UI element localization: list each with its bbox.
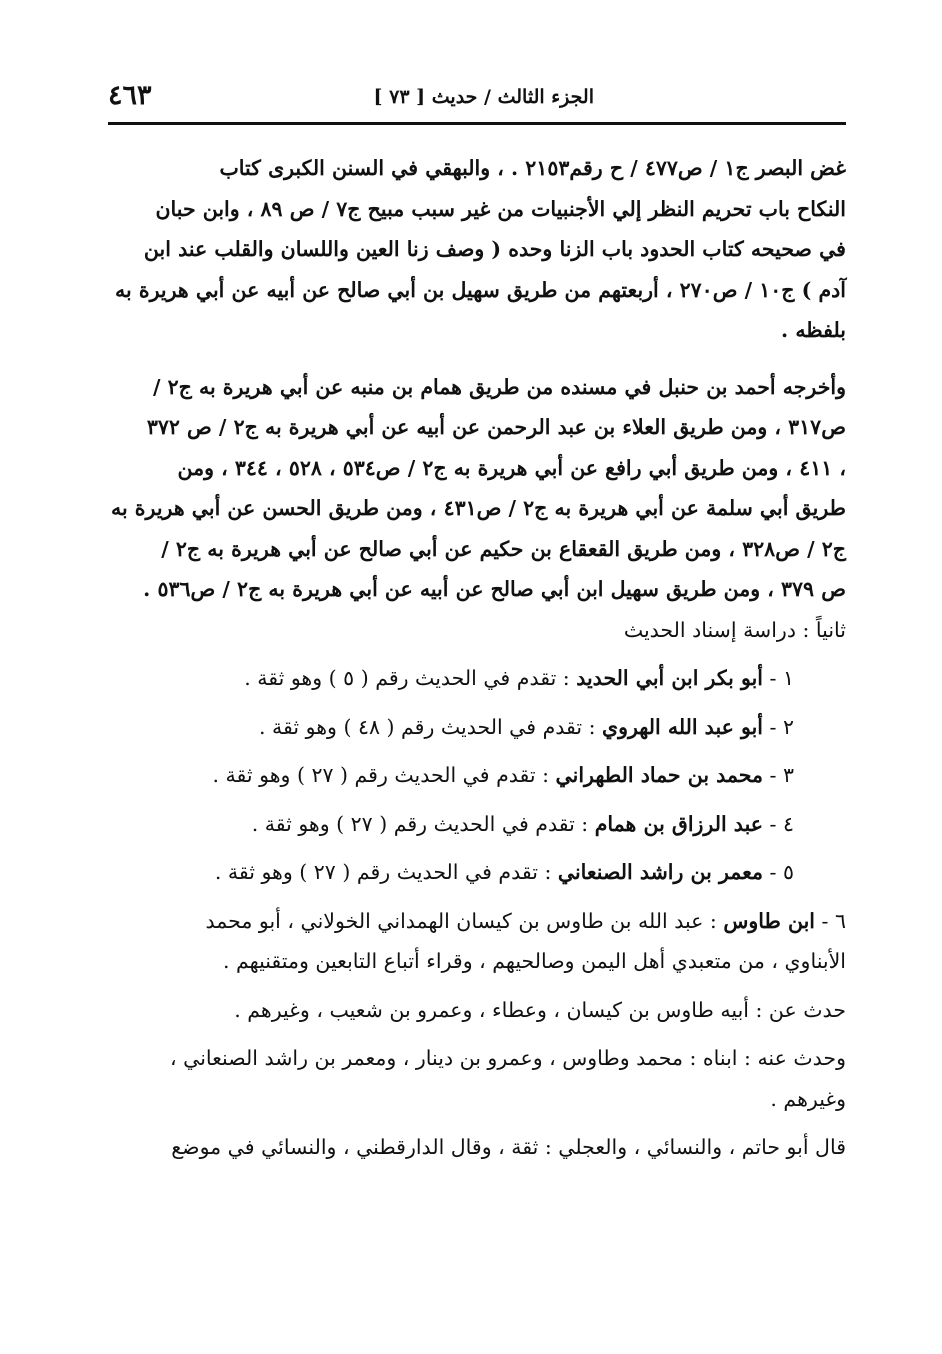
- narrator-biography: [108, 901, 846, 982]
- text-line: بلفظه .: [781, 318, 846, 342]
- item-number: ١ -: [769, 666, 794, 690]
- narrator-name: معمر بن راشد الصنعاني: [557, 860, 763, 884]
- narrator-item: [108, 658, 846, 699]
- text-line: وغيرهم .: [770, 1086, 846, 1111]
- text-line: ص ٣٧٩ ، ومن طريق سهيل ابن أبي صالح عن أبيه عن أبي هريرة به ج٢ / ص٥٣٦ .: [143, 577, 846, 601]
- text-line: الأبناوي ، من متعبدي أهل اليمن وصالحيهم ، وقراء أتباع التابعين ومتقنيهم .: [222, 949, 846, 973]
- header-rule: [108, 122, 846, 125]
- running-title: الجزء الثالث / حديث [ ٧٣ ]: [373, 86, 594, 108]
- grading-line: قال أبو حاتم ، والنسائي ، والعجلي : ثقة ، وقال الدارقطني ، والنسائي في موضع: [171, 1135, 846, 1159]
- page-number: ٤٦٣: [108, 80, 152, 111]
- narrator-note: : تقدم في الحديث رقم ( ٢٧ ) وهو ثقة .: [212, 763, 556, 787]
- takhrij-paragraph-2: [108, 367, 846, 610]
- item-number: ٣ -: [769, 763, 794, 787]
- narrator-name: أبو بكر ابن أبي الحديد: [576, 666, 763, 690]
- text-line: ج٢ / ص٣٢٨ ، ومن طريق القعقاع بن حكيم عن أبي صالح عن أبي هريرة به ج٢ /: [161, 536, 846, 561]
- text-line: ص٣١٧ ، ومن طريق العلاء بن عبد الرحمن عن أبيه عن أبي هريرة به ج٢ / ص ٣٧٢: [146, 415, 846, 439]
- narrator-item: [108, 707, 846, 748]
- text-line: النكاح باب تحريم النظر إلي الأجنبيات من غير سبب مبيح ج٧ / ص ٨٩ ، وابن حبان: [155, 196, 846, 221]
- students-paragraph: [108, 1038, 846, 1119]
- text-line: وحدث عنه : ابناه : محمد وطاوس ، وعمرو بن دينار ، ومعمر بن راشد الصنعاني ،: [169, 1046, 846, 1070]
- narrator-note: : تقدم في الحديث رقم ( ٤٨ ) وهو ثقة .: [259, 714, 603, 739]
- narrator-item: [108, 755, 846, 796]
- spacer: [108, 796, 846, 804]
- spacer: [108, 699, 846, 707]
- spacer: [108, 351, 846, 367]
- spacer: [108, 1030, 846, 1038]
- item-number: ٢ -: [769, 714, 794, 739]
- narrator-note: : تقدم في الحديث رقم ( ٢٧ ) وهو ثقة .: [214, 860, 558, 884]
- item-number: ٤ -: [769, 811, 794, 836]
- text-line: [108, 901, 846, 942]
- biography-text: : عبد الله بن طاوس بن كيسان الهمداني الخولاني ، أبو محمد: [205, 908, 724, 933]
- narrator-note: : تقدم في الحديث رقم ( ٢٧ ) وهو ثقة .: [251, 811, 595, 836]
- narrator-name: عبد الرزاق بن همام: [594, 811, 763, 836]
- item-number: ٦ -: [821, 908, 846, 933]
- narrator-name: ابن طاوس: [723, 908, 815, 933]
- spacer: [108, 747, 846, 755]
- text-line: ، ٤١١ ، ومن طريق أبي رافع عن أبي هريرة به ج٢ / ص٥٣٤ ، ٥٢٨ ، ٣٤٤ ، ومن: [177, 455, 846, 480]
- text-line: آدم ) ج١٠ / ص٢٧٠ ، أربعتهم من طريق سهيل بن أبي صالح عن أبيه عن أبي هريرة به: [115, 277, 846, 302]
- spacer: [108, 893, 846, 901]
- narrator-name: أبو عبد الله الهروي: [602, 714, 763, 739]
- teachers-line: حدث عن : أبيه طاوس بن كيسان ، وعطاء ، وعمرو بن شعيب ، وغيرهم .: [234, 997, 846, 1022]
- section-heading: ثانياً : دراسة إسناد الحديث: [623, 617, 846, 642]
- text-line: غض البصر ج١ / ص٤٧٧ / ح رقم٢١٥٣ . ، والبهقي في السنن الكبرى كتاب: [219, 156, 846, 180]
- spacer: [108, 650, 846, 658]
- narrator-name: محمد بن حماد الطهراني: [555, 763, 763, 787]
- spacer: [108, 844, 846, 852]
- narrator-item: [108, 852, 846, 893]
- text-line: طريق أبي سلمة عن أبي هريرة به ج٢ / ص٤٣١ ، ومن طريق الحسن عن أبي هريرة به: [110, 496, 846, 520]
- item-number: ٥ -: [769, 860, 794, 884]
- narrator-item: [108, 804, 846, 845]
- spacer: [108, 1119, 846, 1127]
- narrator-note: : تقدم في الحديث رقم ( ٥ ) وهو ثقة .: [244, 666, 577, 690]
- text-line: وأخرجه أحمد بن حنبل في مسنده من طريق همام بن منبه عن أبي هريرة به ج٢ /: [152, 374, 846, 399]
- spacer: [108, 982, 846, 990]
- text-line: في صحيحه كتاب الحدود باب الزنا وحده ( وصف زنا العين واللسان والقلب عند ابن: [143, 237, 846, 261]
- page-header: [108, 80, 846, 126]
- page-body: [108, 148, 846, 1168]
- takhrij-paragraph-1: [108, 148, 846, 351]
